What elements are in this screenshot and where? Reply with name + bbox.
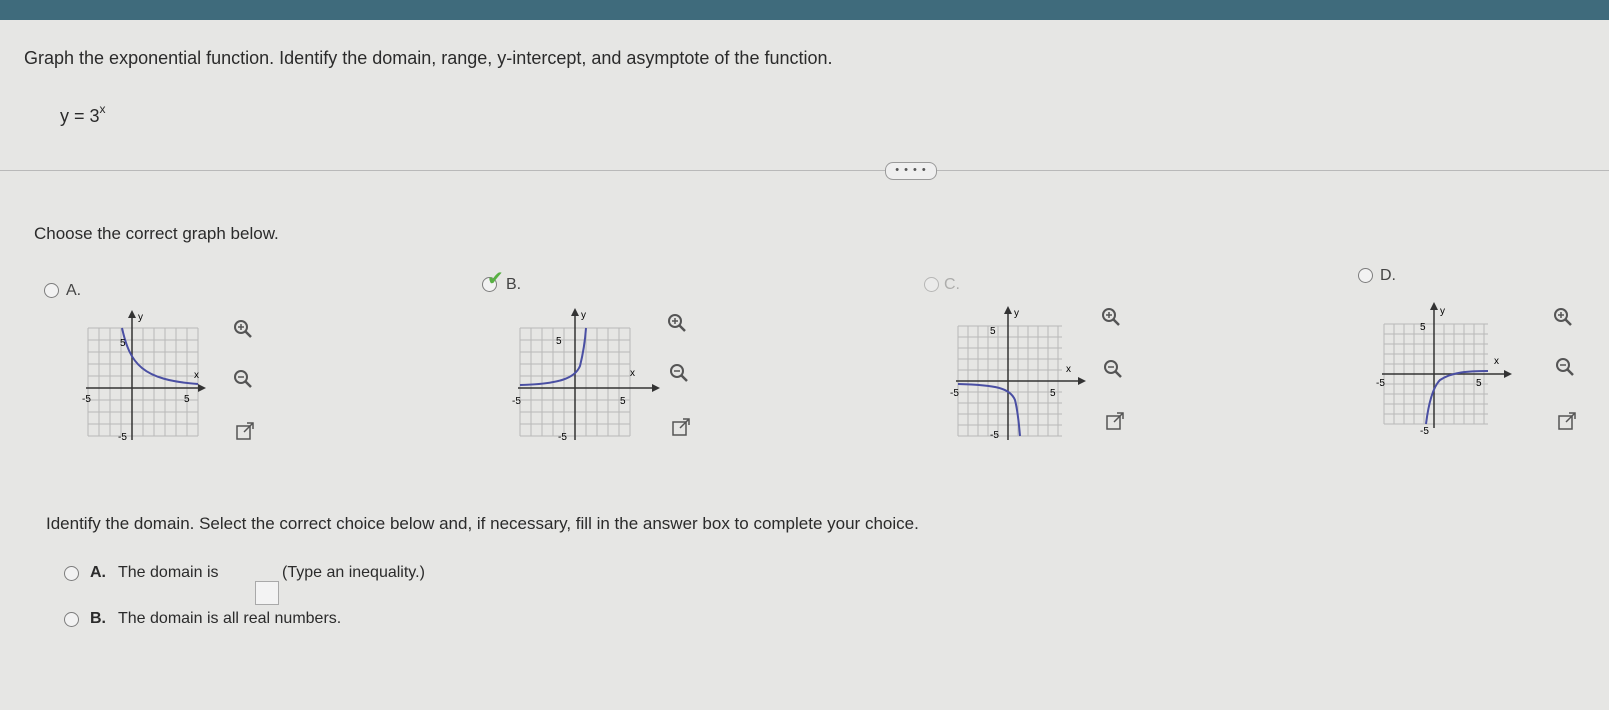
domain-choice-a-label[interactable]: A. — [90, 564, 106, 581]
domain-prompt: Identify the domain. Select the correct choice below and, if necessary, fill in the answer box to complete your choice. — [46, 514, 919, 533]
domain-choice-a-text: The domain is — [118, 564, 219, 581]
graph-a — [78, 308, 208, 448]
graph-b-tick-pos-y: 5 — [556, 336, 562, 347]
graph-a-x-label: x — [194, 370, 199, 381]
domain-choice-b-radio[interactable] — [64, 612, 79, 627]
graph-c-tick-pos-x: 5 — [1050, 388, 1056, 399]
option-a-label[interactable]: A. — [66, 282, 82, 299]
zoom-out-icon[interactable] — [232, 368, 254, 390]
graph-b-y-label: y — [581, 310, 586, 321]
graph-prompt: Choose the correct graph below. — [34, 224, 279, 243]
domain-choice-b-label[interactable]: B. — [90, 610, 106, 627]
popout-icon[interactable] — [1104, 410, 1126, 432]
option-a-radio[interactable] — [44, 283, 59, 298]
domain-choice-b-text: The domain is all real numbers. — [118, 610, 342, 627]
zoom-out-icon[interactable] — [1554, 356, 1576, 378]
graph-a-tick-neg-x: -5 — [82, 394, 91, 405]
graph-a-tick-pos-x: 5 — [184, 394, 190, 405]
domain-choice-a-hint: (Type an inequality.) — [282, 564, 425, 581]
graph-c-tick-pos-y: 5 — [990, 326, 996, 337]
popout-icon[interactable] — [670, 416, 692, 438]
domain-answer-input[interactable] — [255, 581, 279, 605]
graph-d-tick-pos-x: 5 — [1476, 378, 1482, 389]
option-c-radio[interactable] — [924, 277, 939, 292]
graph-b-tick-pos-x: 5 — [620, 396, 626, 407]
zoom-out-icon[interactable] — [668, 362, 690, 384]
zoom-out-icon[interactable] — [1102, 358, 1124, 380]
option-d-radio[interactable] — [1358, 268, 1373, 283]
graph-c-y-label: y — [1014, 308, 1019, 319]
graph-d-tick-neg-x: -5 — [1376, 378, 1385, 389]
graph-b-x-label: x — [630, 368, 635, 379]
zoom-in-icon[interactable] — [666, 312, 688, 334]
graph-b-tick-neg-y: -5 — [558, 432, 567, 443]
graph-a-tick-pos-y: 5 — [120, 338, 126, 349]
equation — [60, 104, 106, 127]
equation-exponent: x — [99, 102, 106, 116]
graph-d-tick-neg-y: -5 — [1420, 426, 1429, 437]
popout-icon[interactable] — [1556, 410, 1578, 432]
top-bar — [0, 0, 1609, 20]
graph-c-tick-neg-y: -5 — [990, 430, 999, 441]
option-d-label[interactable]: D. — [1380, 267, 1396, 284]
graph-b-tick-neg-x: -5 — [512, 396, 521, 407]
option-b-label[interactable]: B. — [506, 276, 522, 293]
question-instruction: Graph the exponential function. Identify the domain, range, y-intercept, and asymptote of the function. — [24, 48, 833, 68]
popout-icon[interactable] — [234, 420, 256, 442]
domain-choice-a-radio[interactable] — [64, 566, 79, 581]
graph-c — [950, 304, 1090, 444]
graph-c-x-label: x — [1066, 364, 1071, 375]
correct-check-icon: ✔ — [487, 268, 504, 290]
equation-base: y = 3 — [60, 106, 100, 126]
graph-d-y-label: y — [1440, 306, 1445, 317]
zoom-in-icon[interactable] — [1100, 306, 1122, 328]
option-c-label[interactable]: C. — [944, 276, 960, 293]
zoom-in-icon[interactable] — [232, 318, 254, 340]
divider — [0, 170, 1609, 171]
graph-d-tick-pos-y: 5 — [1420, 322, 1426, 333]
graph-a-y-label: y — [138, 312, 143, 323]
more-button[interactable]: • • • • — [885, 162, 937, 180]
zoom-in-icon[interactable] — [1552, 306, 1574, 328]
graph-d — [1376, 298, 1516, 438]
graph-c-tick-neg-x: -5 — [950, 388, 959, 399]
graph-b — [510, 306, 660, 446]
graph-a-tick-neg-y: -5 — [118, 432, 127, 443]
graph-d-x-label: x — [1494, 356, 1499, 367]
